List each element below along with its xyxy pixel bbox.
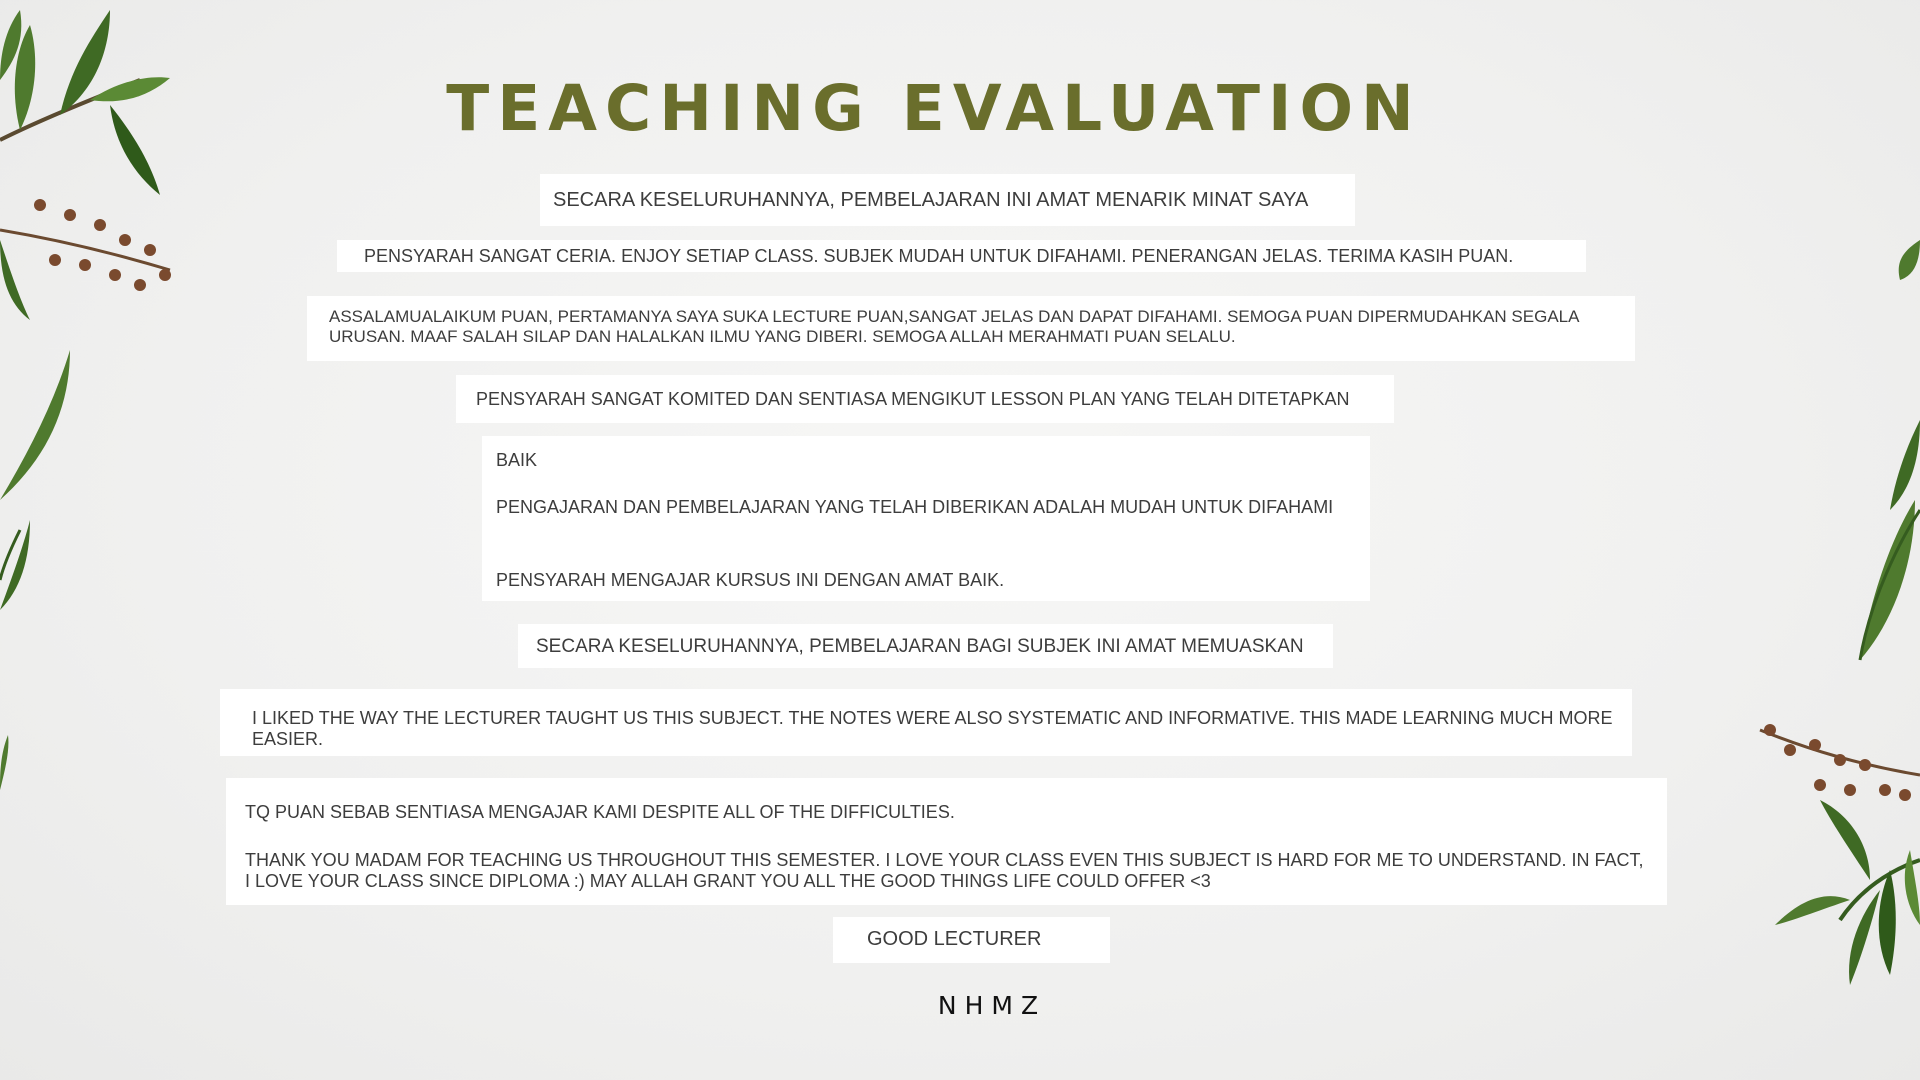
berry-branch-right bbox=[1760, 724, 1920, 801]
comment-text: SECARA KESELURUHANNYA, PEMBELAJARAN BAGI SUBJEK INI AMAT MEMUASKAN bbox=[536, 636, 1304, 657]
comment-card-9 bbox=[833, 917, 1110, 963]
comment-card-4 bbox=[456, 375, 1394, 423]
page-title: TEACHING EVALUATION bbox=[446, 72, 1422, 145]
comment-text: TQ PUAN SEBAB SENTIASA MENGAJAR KAMI DESPITE ALL OF THE DIFFICULTIES. bbox=[245, 802, 955, 822]
right-foliage-decoration bbox=[1720, 0, 1920, 1080]
author-signature: NHMZ bbox=[937, 991, 1047, 1020]
comment-text: PENSYARAH MENGAJAR KURSUS INI DENGAN AMAT BAIK. bbox=[496, 570, 1005, 591]
comment-card-8 bbox=[226, 778, 1667, 905]
comment-text: I LIKED THE WAY THE LECTURER TAUGHT US THIS SUBJECT. THE NOTES WERE ALSO SYSTEMATIC AND INFORMATIVE. THIS MADE LEARNING MUCH MORE EASIER. bbox=[252, 708, 1613, 750]
comment-text: PENSYARAH SANGAT KOMITED DAN SENTIASA MENGIKUT LESSON PLAN YANG TELAH DITETAPKAN bbox=[476, 389, 1350, 409]
comment-card-5 bbox=[482, 436, 1370, 601]
comment-card-7 bbox=[220, 689, 1632, 756]
comment-text: THANK YOU MADAM FOR TEACHING US THROUGHOUT THIS SEMESTER. I LOVE YOUR CLASS EVEN THIS SUBJECT IS HARD FOR ME TO UNDERSTAND. IN FACT, I LOVE YOUR CLASS SINCE DIPLOMA :) MAY ALLAH GRANT YOU ALL THE GOOD THINGS LIFE COULD OFFER <3 bbox=[245, 850, 1644, 892]
comment-text: SECARA KESELURUHANNYA, PEMBELAJARAN INI AMAT MENARIK MINAT SAYA bbox=[553, 189, 1309, 211]
leaf-branch-top-right bbox=[1899, 240, 1920, 280]
leaf-branch-bottom-right bbox=[1775, 800, 1920, 985]
comment-text: PENSYARAH SANGAT CERIA. ENJOY SETIAP CLASS. SUBJEK MUDAH UNTUK DIFAHAMI. PENERANGAN JELAS. TERIMA KASIH PUAN. bbox=[364, 246, 1514, 266]
leaf-branch-mid-right bbox=[1860, 420, 1920, 660]
comment-text: BAIK bbox=[496, 450, 538, 470]
left-foliage-decoration bbox=[0, 0, 200, 1080]
leaf-branch-mid-left bbox=[0, 350, 70, 790]
comment-card-2 bbox=[337, 240, 1586, 272]
comment-text: PENGAJARAN DAN PEMBELAJARAN YANG TELAH DIBERIKAN ADALAH MUDAH UNTUK DIFAHAMI bbox=[496, 497, 1334, 518]
berry-branch-left bbox=[0, 199, 171, 320]
comment-card-6 bbox=[518, 624, 1333, 668]
comment-text: ASSALAMUALAIKUM PUAN, PERTAMANYA SAYA SUKA LECTURE PUAN,SANGAT JELAS DAN DAPAT DIFAHAMI. SEMOGA PUAN DIPERMUDAHKAN SEGALA URUSAN. MAAF SALAH SILAP DAN HALALKAN ILMU YANG DIBERI. SEMOGA ALLAH MERAHMATI PUAN SELALU. bbox=[329, 307, 1579, 347]
comment-card-3 bbox=[307, 296, 1635, 361]
comment-text: GOOD LECTURER bbox=[867, 928, 1042, 950]
comment-card-1 bbox=[540, 174, 1355, 226]
